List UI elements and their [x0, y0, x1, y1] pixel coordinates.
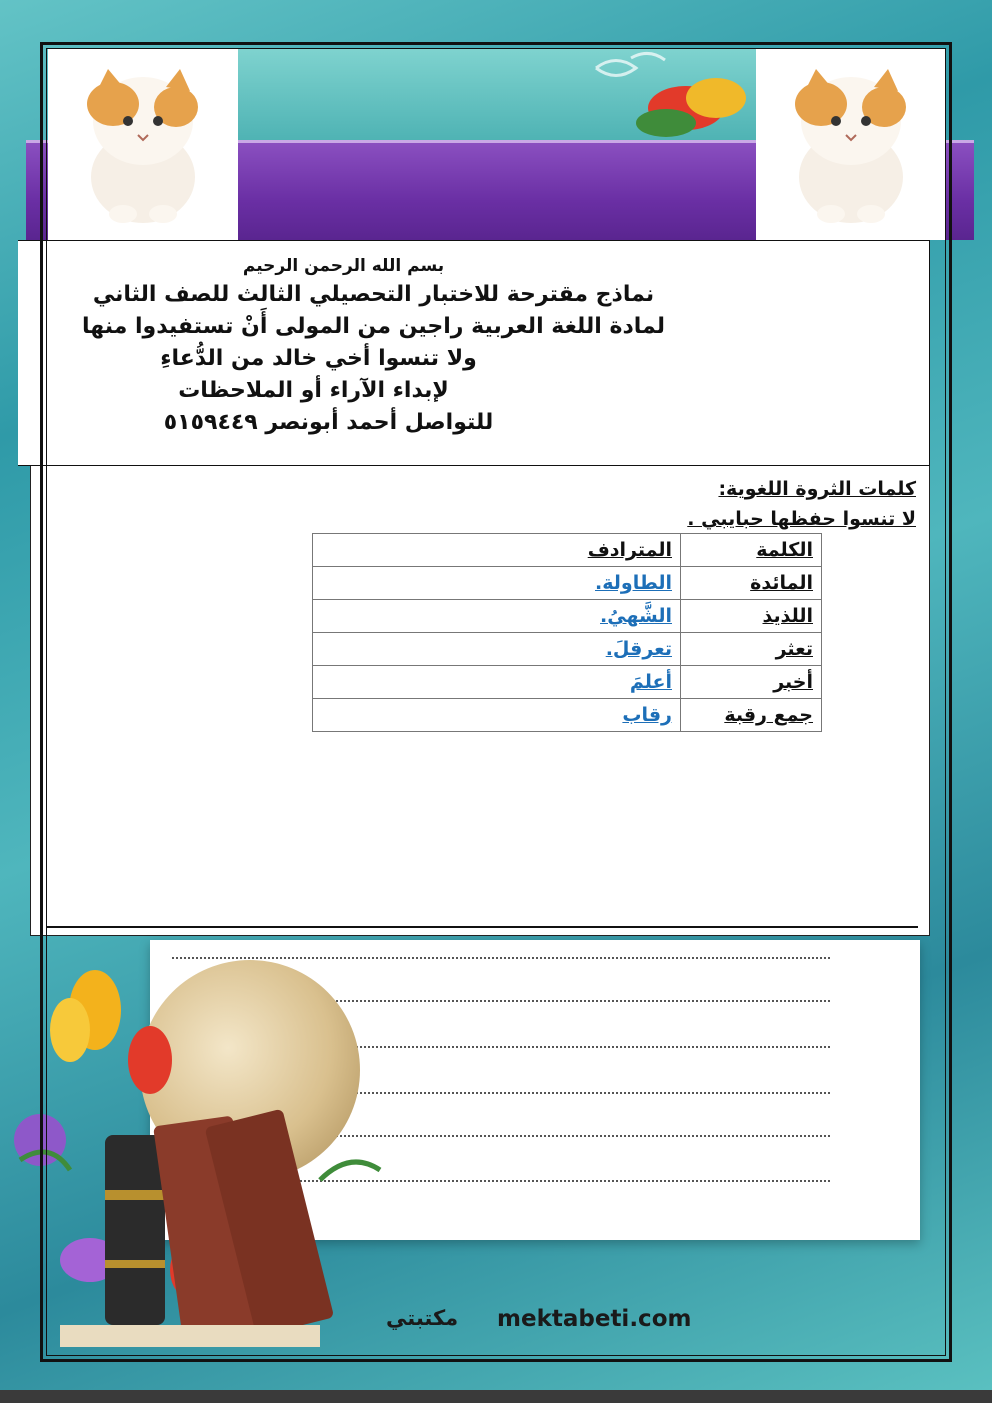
- synonym-cell: رقاب: [313, 699, 681, 732]
- synonym-cell: الطاولة.: [313, 567, 681, 600]
- inner-border: [46, 48, 946, 1356]
- bottom-bar: [0, 1390, 992, 1403]
- title-line-3: ولا تنسوا أخي خالد من الدُّعاءِ: [160, 346, 477, 371]
- synonym-cell: تعرقلَ.: [313, 633, 681, 666]
- footer: [0, 1300, 992, 1344]
- contact-line: للتواصل أحمد أبونصر ٥١٥٩٤٤٩: [163, 410, 494, 435]
- title-line-4: لإبداء الآراء أو الملاحظات: [178, 378, 449, 403]
- word-cell: جمع رقبة: [681, 699, 822, 732]
- basmala: بسم الله الرحمن الرحيم: [242, 256, 445, 276]
- title-line-1: نماذج مقترحة للاختبار التحصيلي الثالث للصف الثاني: [92, 282, 655, 307]
- title-line-2: لمادة اللغة العربية راجين من المولى أَنْ تستفيدوا منها: [81, 314, 666, 339]
- synonym-cell: أعلمَ: [313, 666, 681, 699]
- section-title: كلمات الثروة اللغوية:: [718, 478, 916, 500]
- word-cell: تعثر: [681, 633, 822, 666]
- site-url[interactable]: mektabeti.com: [497, 1306, 692, 1332]
- word-cell: المائدة: [681, 567, 822, 600]
- word-cell: اللذيذ: [681, 600, 822, 633]
- header-synonym: المترادف: [313, 534, 681, 567]
- section-subtitle: لا تنسوا حفظها حبايبي .: [687, 508, 916, 530]
- synonym-cell: الشَّهيُ.: [313, 600, 681, 633]
- word-cell: أخبر: [681, 666, 822, 699]
- site-name-arabic: مكتبتي: [386, 1306, 459, 1330]
- header-word: الكلمة: [681, 534, 822, 567]
